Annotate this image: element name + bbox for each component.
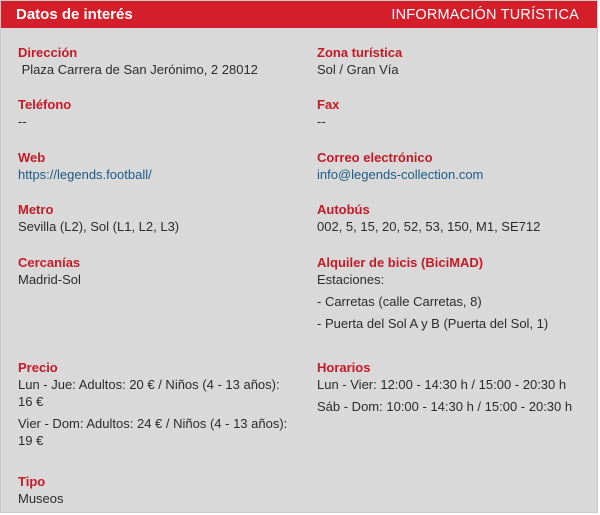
stations-intro: Estaciones: xyxy=(317,272,385,287)
field-label: Cercanías xyxy=(18,255,81,270)
field-label: Tipo xyxy=(18,474,46,489)
zona-value: Sol / Gran Vía xyxy=(317,62,399,77)
price-line: Vier - Dom: Adultos: 24 € / Niños (4 - 13 años): xyxy=(18,416,288,431)
field-label: Alquiler de bicis (BiciMAD) xyxy=(317,255,484,270)
field-label: Teléfono xyxy=(18,97,72,112)
phone-value: -- xyxy=(18,114,27,129)
field-direccion xyxy=(18,44,288,78)
cercanias-value: Madrid-Sol xyxy=(18,272,81,287)
hours-line: Sáb - Dom: 10:00 - 14:30 h / 15:00 - 20:30 h xyxy=(317,399,573,414)
metro-value: Sevilla (L2), Sol (L1, L2, L3) xyxy=(18,219,180,234)
field-web xyxy=(18,149,288,183)
panel-header xyxy=(1,1,597,28)
field-correo xyxy=(317,149,587,183)
field-label: Zona turística xyxy=(317,45,403,60)
hours-line: Lun - Vier: 12:00 - 14:30 h / 15:00 - 20:30 h xyxy=(317,377,567,392)
address-value: Plaza Carrera de San Jerónimo, 2 28012 xyxy=(18,62,258,77)
price-line: 19 € xyxy=(18,433,44,448)
field-label: Metro xyxy=(18,202,54,217)
field-label: Horarios xyxy=(317,360,371,375)
field-bicimad xyxy=(317,254,587,332)
price-line: Lun - Jue: Adultos: 20 € / Niños (4 - 13 años): xyxy=(18,377,280,392)
field-tipo xyxy=(18,473,288,507)
station-item: - Puerta del Sol A y B (Puerta del Sol, 1) xyxy=(317,316,549,331)
field-fax xyxy=(317,96,587,130)
field-autobus xyxy=(317,201,587,235)
tipo-value: Museos xyxy=(18,491,64,506)
email-link[interactable]: info@legends-collection.com xyxy=(317,167,484,182)
field-label: Autobús xyxy=(317,202,370,217)
website-link[interactable]: https://legends.football/ xyxy=(18,167,152,182)
field-label: Precio xyxy=(18,360,58,375)
field-label: Dirección xyxy=(18,45,78,60)
field-zona xyxy=(317,44,587,78)
field-label: Fax xyxy=(317,97,340,112)
field-label: Web xyxy=(18,150,46,165)
station-item: - Carretas (calle Carretas, 8) xyxy=(317,294,482,309)
panel-title: Datos de interés xyxy=(16,6,133,23)
field-label: Correo electrónico xyxy=(317,150,433,165)
field-telefono xyxy=(18,96,288,130)
field-horarios xyxy=(317,359,587,415)
field-metro xyxy=(18,201,288,235)
fax-value: -- xyxy=(317,114,326,129)
field-precio xyxy=(18,359,288,449)
price-line: 16 € xyxy=(18,394,44,409)
field-cercanias xyxy=(18,254,288,288)
bus-value: 002, 5, 15, 20, 52, 53, 150, M1, SE712 xyxy=(317,219,541,234)
section-tag: INFORMACIÓN TURÍSTICA xyxy=(391,6,579,23)
